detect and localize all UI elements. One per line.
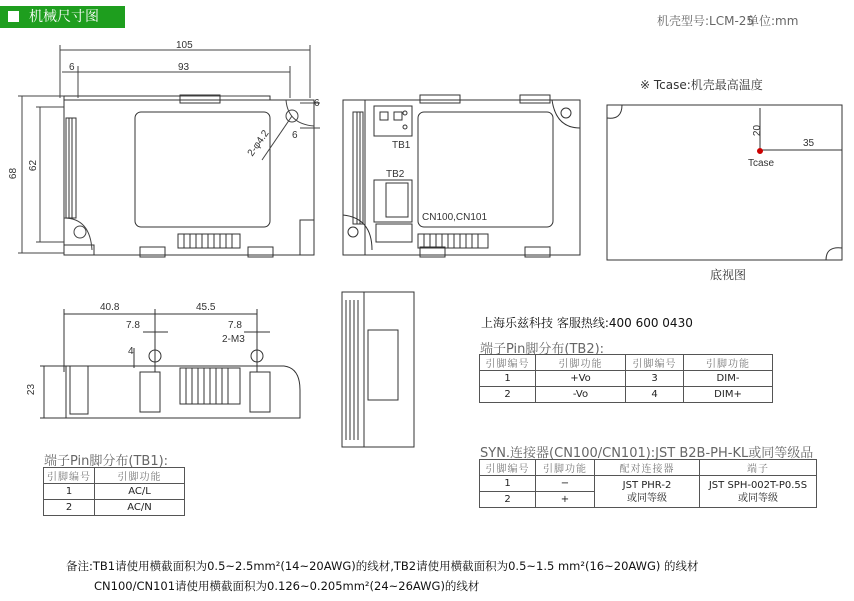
dim-7-8-right: 7.8 — [228, 320, 242, 331]
tcase-label: Tcase — [748, 158, 775, 169]
syn-mating: JST PHR-2 或同等级 — [595, 476, 700, 508]
tb2-label: TB2 — [386, 169, 405, 180]
note-line-2: CN100/CN101请使用横截面积为0.126~0.205mm²(24~26AWG)的线材 — [94, 579, 480, 593]
tb2-header: 引脚编号 — [626, 355, 684, 371]
dim-4: 4 — [128, 346, 134, 357]
dim-6-right: 6 — [292, 130, 298, 141]
model-label: 机壳型号:LCM-25 — [657, 14, 755, 28]
bottom-view-drawing — [607, 105, 842, 260]
dim-93: 93 — [178, 62, 190, 73]
top-view-drawing — [18, 45, 320, 257]
unit-label: 单位:mm — [747, 14, 799, 28]
tb1-cell: 2 — [44, 500, 95, 516]
syn-cell: 2 — [480, 492, 536, 508]
syn-cell: 1 — [480, 476, 536, 492]
dim-62: 62 — [28, 159, 40, 172]
tb1-label: TB1 — [392, 140, 411, 151]
tb2-cell: DIM- — [684, 371, 773, 387]
tb1-table — [43, 467, 185, 516]
tb2-cell: -Vo — [536, 387, 626, 403]
tb1-cell: AC/N — [95, 500, 185, 516]
tb1-cell: 1 — [44, 484, 95, 500]
tb1-cell: AC/L — [95, 484, 185, 500]
tb2-cell: 3 — [626, 371, 684, 387]
dim-35: 35 — [803, 138, 815, 149]
end-view-drawing — [342, 292, 414, 447]
dim-40-8: 40.8 — [100, 302, 120, 313]
tb2-cell: DIM+ — [684, 387, 773, 403]
table-row — [480, 371, 773, 387]
tb2-title: 端子Pin脚分布(TB2): — [480, 342, 605, 357]
syn-cell: − — [536, 476, 595, 492]
note-line-1: 备注:TB1请使用横截面积为0.5~2.5mm²(14~20AWG)的线材,TB2请使用横截面积为0.5~1.5 mm²(16~20AWG) 的线材 — [66, 559, 699, 573]
syn-terminal: JST SPH-002T-P0.5S 或同等级 — [700, 476, 817, 508]
bottom-view-caption: 底视图 — [710, 268, 747, 282]
syn-table — [479, 459, 817, 508]
tb1-header: 引脚编号 — [44, 468, 95, 484]
section-title-text: 机械尺寸图 — [29, 9, 99, 25]
dim-m3: 2-M3 — [222, 334, 245, 345]
dim-7-8-left: 7.8 — [126, 320, 140, 331]
syn-header: 引脚功能 — [536, 460, 595, 476]
tb2-header: 引脚功能 — [684, 355, 773, 371]
dim-68: 68 — [8, 167, 20, 180]
table-row — [44, 500, 185, 516]
table-row — [480, 476, 817, 492]
tb2-cell: 4 — [626, 387, 684, 403]
tb2-cell: +Vo — [536, 371, 626, 387]
dim-105: 105 — [176, 40, 193, 51]
tb2-table — [479, 354, 773, 403]
cn-label: CN100,CN101 — [422, 212, 488, 223]
dim-hole: 2-φ4.2 — [245, 128, 272, 159]
syn-header: 引脚编号 — [480, 460, 536, 476]
dim-6-left: 6 — [69, 62, 75, 73]
syn-header: 配对连接器 — [595, 460, 700, 476]
tcase-note: ※ Tcase:机壳最高温度 — [640, 78, 763, 92]
tb2-cell: 1 — [480, 371, 536, 387]
tb2-header: 引脚编号 — [480, 355, 536, 371]
tb2-header: 引脚功能 — [536, 355, 626, 371]
table-row — [44, 484, 185, 500]
syn-cell: + — [536, 492, 595, 508]
dim-6-right-top: 6 — [314, 98, 320, 109]
syn-header: 端子 — [700, 460, 817, 476]
table-row — [480, 387, 773, 403]
side-view-drawing — [40, 309, 300, 418]
company-hotline: 上海乐兹科技 客服热线:400 600 0430 — [481, 316, 693, 330]
front-view-drawing — [343, 95, 580, 257]
dim-45-5: 45.5 — [196, 302, 216, 313]
tb1-title: 端子Pin脚分布(TB1): — [44, 454, 169, 469]
tb2-cell: 2 — [480, 387, 536, 403]
syn-title: SYN.连接器(CN100/CN101):JST B2B-PH-KL或同等级品 — [480, 446, 814, 461]
dim-23: 23 — [26, 383, 38, 396]
tb1-header: 引脚功能 — [95, 468, 185, 484]
dim-20: 20 — [752, 124, 764, 137]
